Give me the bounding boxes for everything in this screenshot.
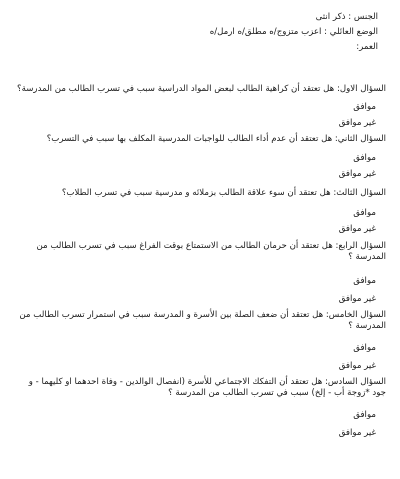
marital-status-field: الوضع العائلي : اعزب متزوج/ه مطلق/ه ارمل/ه	[209, 27, 378, 37]
q1-agree-option[interactable]: موافق	[353, 102, 376, 112]
gender-field: الجنس : ذكر انثى	[315, 12, 378, 22]
q2-agree-option[interactable]: موافق	[353, 153, 376, 163]
q3-agree-option[interactable]: موافق	[353, 208, 376, 218]
q2-disagree-option[interactable]: غير موافق	[338, 169, 376, 179]
question-1: السؤال الاول: هل تعتقد أن كراهية الطالب لبعض المواد الدراسية سبب في تسرب الطالب من المدرسة؟	[17, 84, 386, 94]
question-5: السؤال الخامس: هل تعتقد أن ضعف الصلة بين الأسرة و المدرسة سبب في استمرار تسرب الطالب من المدرسة ؟	[19, 310, 386, 331]
question-2: السؤال الثاني: هل تعتقد أن عدم أداء الطالب للواجبات المدرسية المكلف بها سبب في التسرب؟	[46, 134, 386, 144]
question-4: السؤال الرابع: هل تعتقد أن حرمان الطالب من الاستمتاع بوقت الفراغ سبب في تسرب الطالب من المدرسة ؟	[36, 241, 386, 262]
q1-disagree-option[interactable]: غير موافق	[338, 118, 376, 128]
question-3: السؤال الثالث: هل تعتقد أن سوء علاقة الطالب بزملائه و مدرسية سبب في تسرب الطلاب؟	[61, 188, 386, 198]
q6-disagree-option[interactable]: غير موافق	[338, 428, 376, 438]
q3-disagree-option[interactable]: غير موافق	[338, 224, 376, 234]
q5-disagree-option[interactable]: غير موافق	[338, 361, 376, 371]
q4-agree-option[interactable]: موافق	[353, 276, 376, 286]
q5-agree-option[interactable]: موافق	[353, 343, 376, 353]
q4-disagree-option[interactable]: غير موافق	[338, 294, 376, 304]
q6-agree-option[interactable]: موافق	[353, 410, 376, 420]
question-6: السؤال السادس: هل تعتقد أن التفكك الاجتماعي للأسرة (انفصال الوالدين - وفاة احدهما او كليهما - و جود *زوجة أب - إلخ) سبب في تسرب الطالب من المدرسة ؟	[28, 377, 386, 398]
age-field: العمر:	[356, 42, 378, 52]
